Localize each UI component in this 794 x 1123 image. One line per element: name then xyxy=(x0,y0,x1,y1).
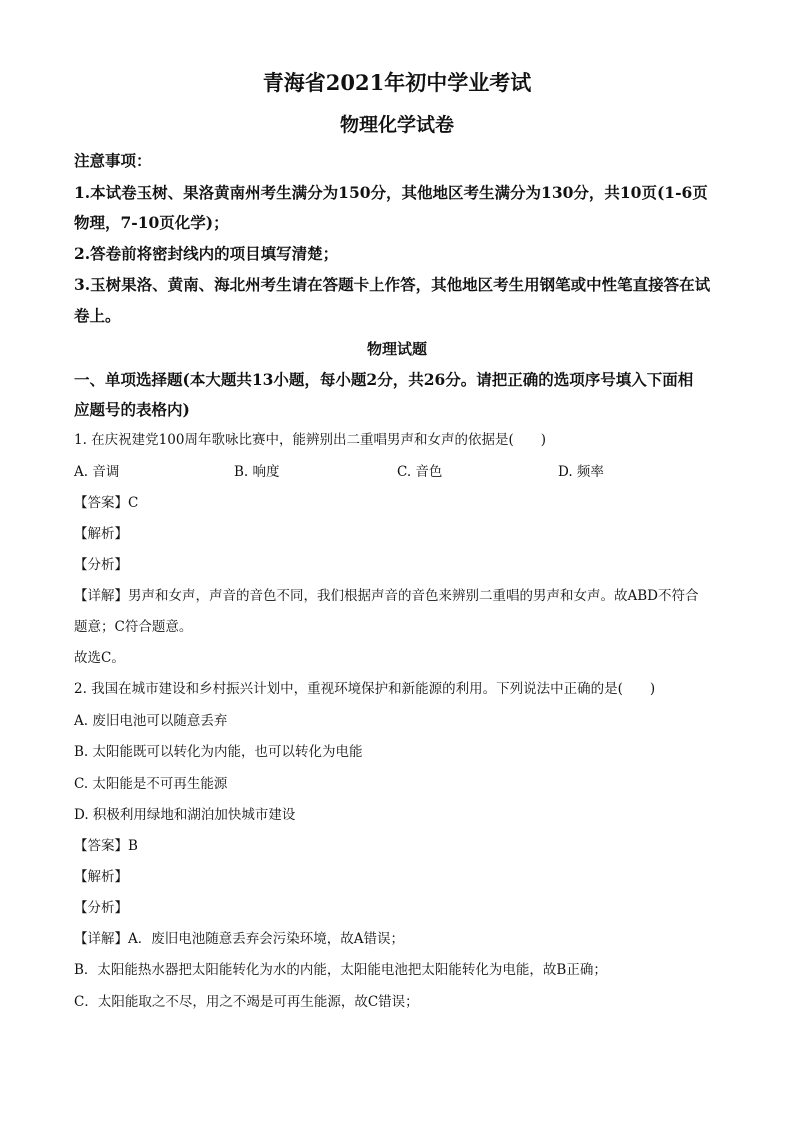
section-title: 物理试题 xyxy=(366,340,427,358)
exam-subtitle: 物理化学试卷 xyxy=(339,114,454,136)
notice-item-1-line-2: 物理，7-10页化学)； xyxy=(74,213,229,232)
question-1-option-d: D. 频率 xyxy=(558,464,604,480)
question-1-stem: 1. 在庆祝建党100周年歌咏比赛中，能辨别出二重唱男声和女声的依据是( ) xyxy=(74,432,546,448)
notice-item-3-line-1: 3.玉树果洛、黄南、海北州考生请在答题卡上作答，其他地区考生用钢笔或中性笔直接答在试 xyxy=(74,275,711,294)
question-2-detail-b: B．太阳能热水器把太阳能转化为水的内能，太阳能电池把太阳能转化为电能，故B正确； xyxy=(74,962,607,978)
question-2-stem: 2. 我国在城市建设和乡村振兴计划中，重视环境保护和新能源的利用。下列说法中正确的是( ) xyxy=(74,681,656,697)
question-2-option-d: D. 积极利用绿地和湖泊加快城市建设 xyxy=(74,807,296,823)
question-1-analysis-label: 【解析】 xyxy=(74,526,128,542)
question-1-detail-line-1: 【详解】男声和女声，声音的音色不同，我们根据声音的音色来辨别二重唱的男声和女声。故ABD不符合 xyxy=(74,588,699,604)
notice-heading: 注意事项： xyxy=(74,151,152,170)
question-2-detail-c: C．太阳能取之不尽，用之不竭是可再生能源，故C错误； xyxy=(74,994,419,1010)
question-1-answer: 【答案】C xyxy=(74,495,139,511)
notice-item-2: 2.答卷前将密封线内的项目填写清楚； xyxy=(74,244,339,263)
question-1-option-c: C. 音色 xyxy=(397,464,443,480)
notice-item-1-line-1: 1.本试卷玉树、果洛黄南州考生满分为150分，其他地区考生满分为130分，共10页(1-6页 xyxy=(74,183,708,202)
part1-heading-line-2: 应题号的表格内) xyxy=(74,400,190,419)
part1-heading-line-1: 一、单项选择题(本大题共13小题，每小题2分，共26分。请把正确的选项序号填入下面相 xyxy=(74,370,694,389)
question-1-detail-line-2: 题意；C符合题意。 xyxy=(74,619,193,635)
question-2-fenxi-label: 【分析】 xyxy=(74,900,128,916)
question-2-option-b: B. 太阳能既可以转化为内能，也可以转化为电能 xyxy=(74,744,363,760)
exam-title: 青海省2021年初中学业考试 xyxy=(262,70,532,95)
question-2-answer: 【答案】B xyxy=(74,838,138,854)
question-2-detail-a: 【详解】A．废旧电池随意丢弃会污染环境，故A错误； xyxy=(74,931,404,947)
question-1-fenxi-label: 【分析】 xyxy=(74,557,128,573)
question-1-option-b: B. 响度 xyxy=(234,464,280,480)
question-1-option-a: A. 音调 xyxy=(74,464,120,480)
notice-item-3-line-2: 卷上。 xyxy=(74,306,121,325)
question-2-option-a: A. 废旧电池可以随意丢弃 xyxy=(74,713,228,729)
question-2-option-c: C. 太阳能是不可再生能源 xyxy=(74,776,228,792)
question-2-analysis-label: 【解析】 xyxy=(74,869,128,885)
question-1-conclusion: 故选C。 xyxy=(74,650,125,666)
